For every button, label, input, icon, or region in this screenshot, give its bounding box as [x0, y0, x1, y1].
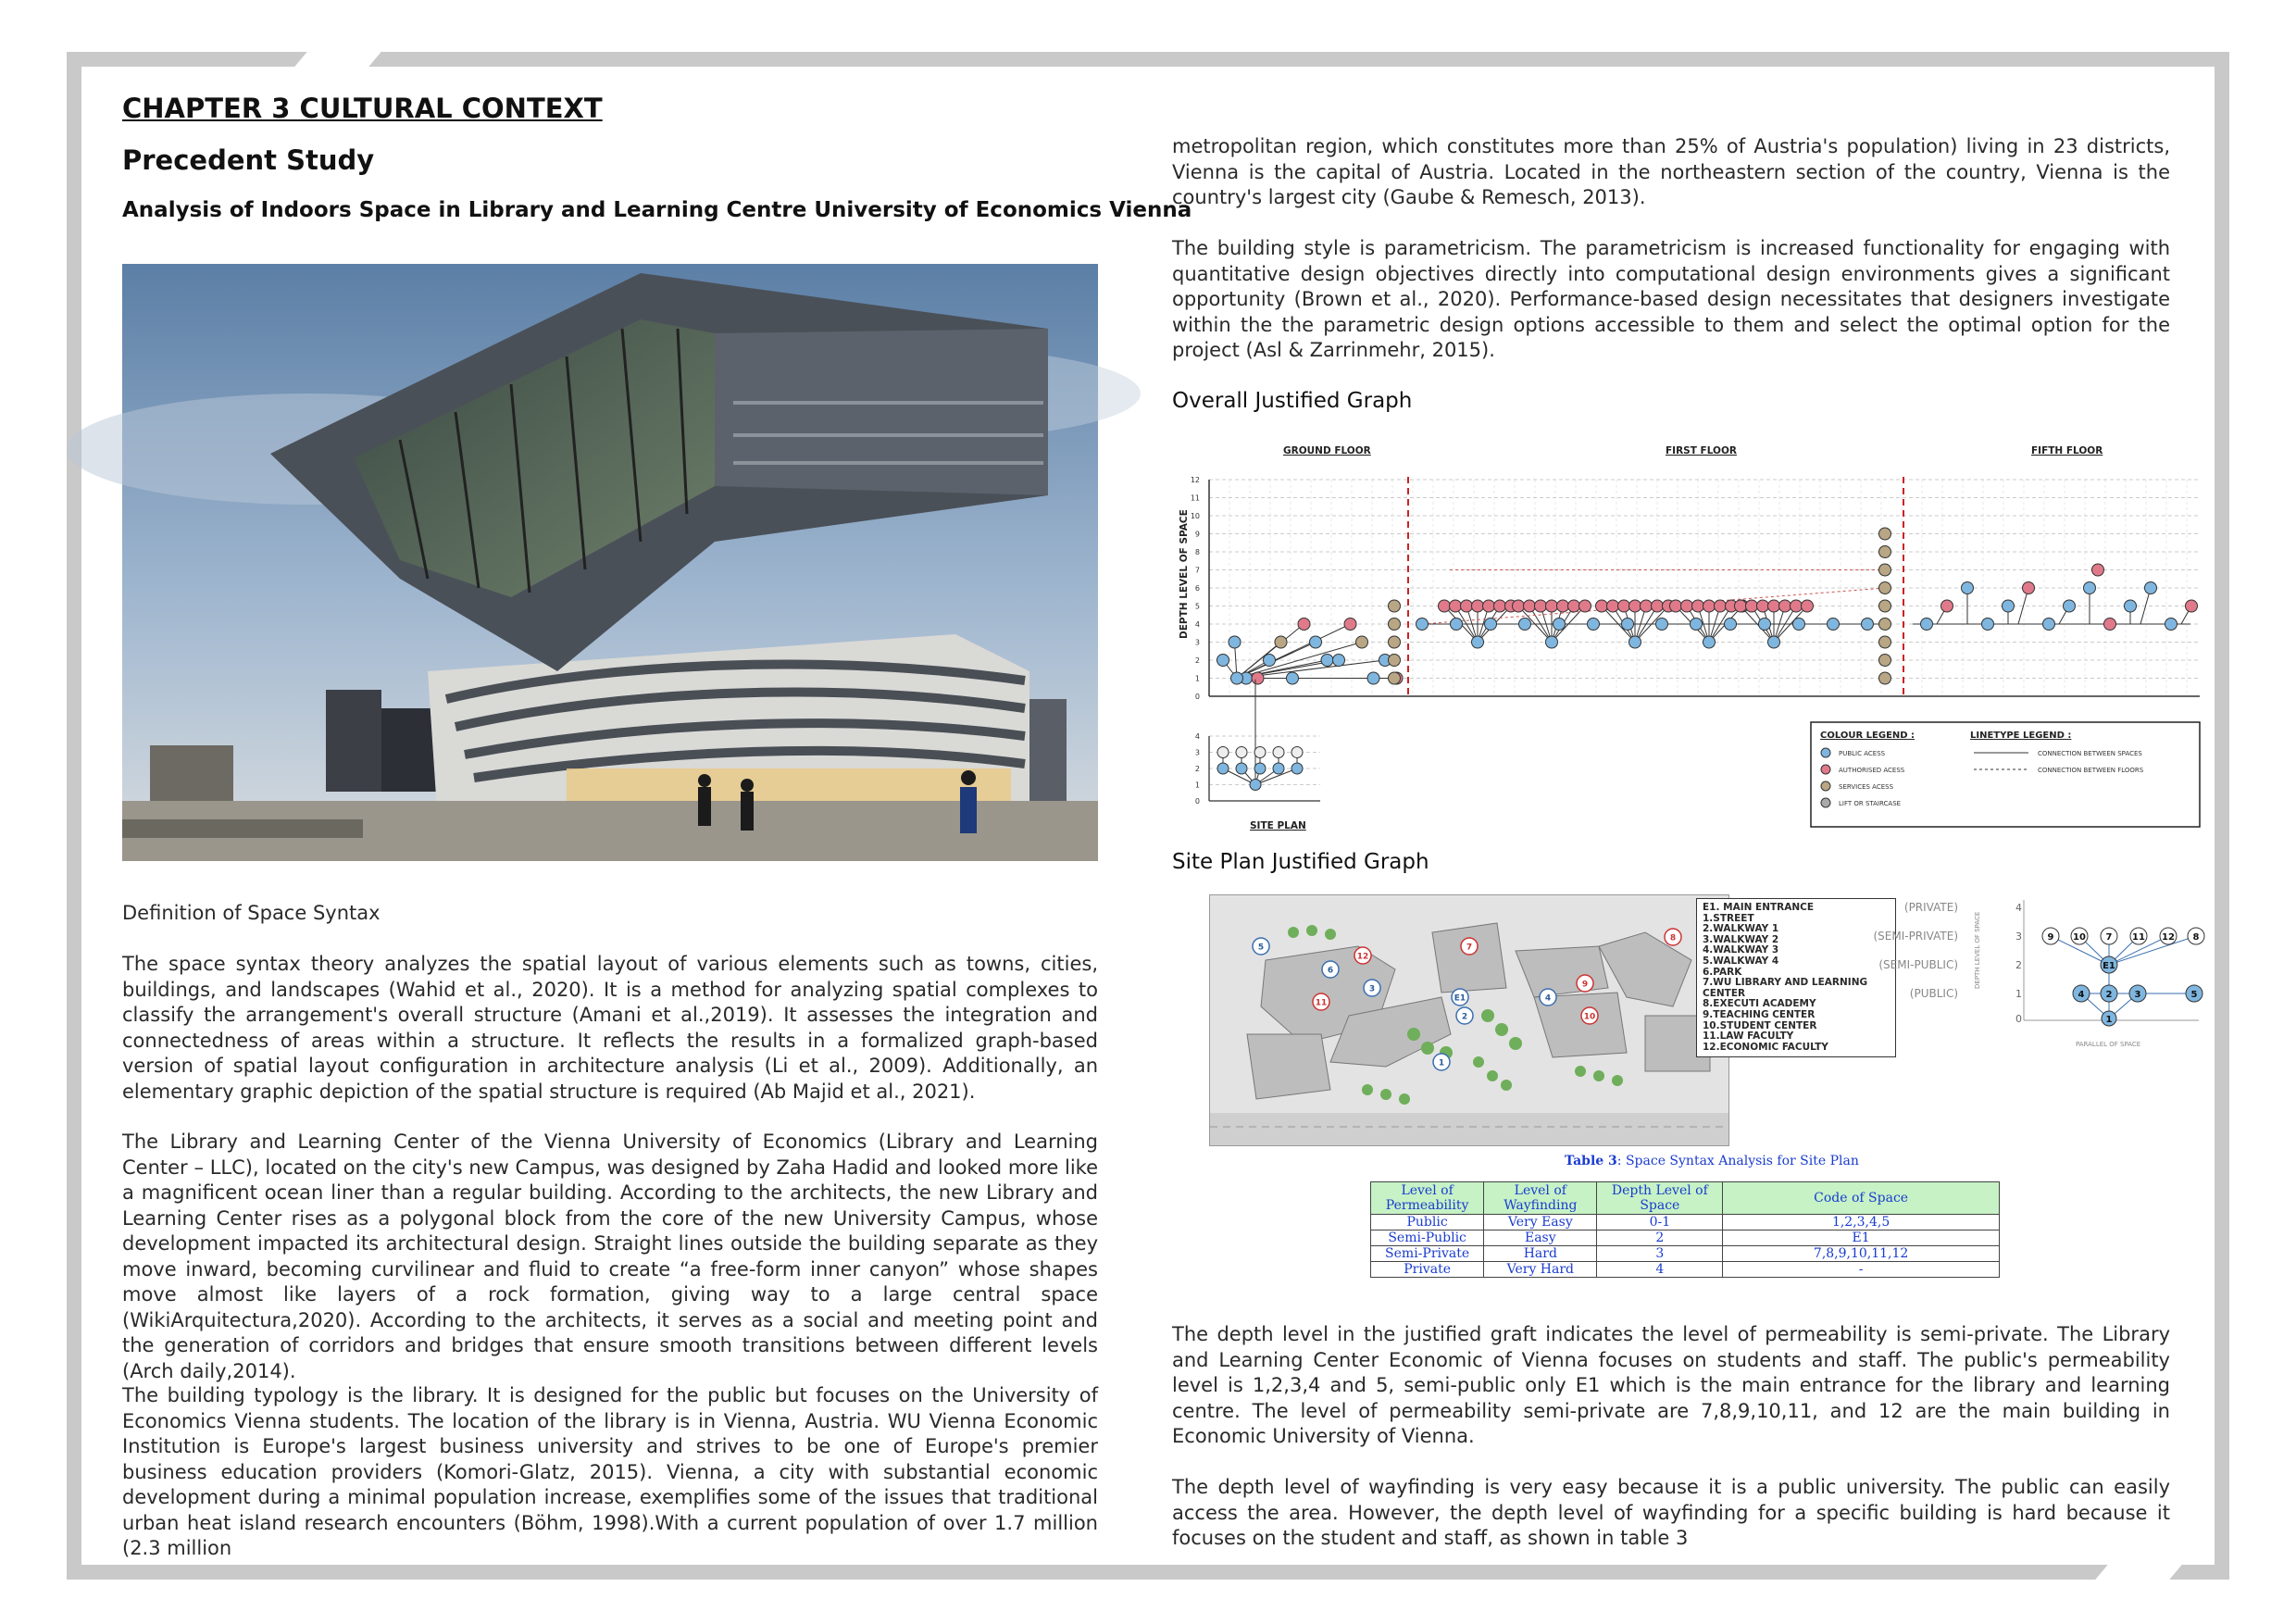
- graph-node: [1879, 655, 1891, 667]
- table-cell: Easy: [1484, 1230, 1597, 1246]
- small-node-label: 1: [2105, 1015, 2113, 1025]
- table-cell: 0-1: [1597, 1215, 1723, 1230]
- frame-right-border: [2215, 52, 2229, 1580]
- graph-node: [1554, 618, 1566, 631]
- graph-node: [1535, 600, 1547, 612]
- graph-node: [1921, 618, 1933, 631]
- graph-node: [1768, 636, 1780, 648]
- table-cell: 1,2,3,4,5: [1723, 1215, 2000, 1230]
- site-plan-legend-item: 3.WALKWAY 2: [1703, 933, 1779, 945]
- graph-node: [1494, 600, 1506, 612]
- graph-y-tick: 5: [1194, 602, 1200, 611]
- section-title: Precedent Study: [122, 144, 375, 176]
- map-marker-label: E1: [1454, 993, 1466, 1004]
- site-plan-legend-item: 9.TEACHING CENTER: [1703, 1008, 1816, 1020]
- graph-node: [1321, 655, 1333, 667]
- site-plan-legend-item: 12.ECONOMIC FACULTY: [1703, 1041, 1828, 1053]
- graph-node: [1389, 655, 1401, 667]
- depth-tick-4: 4: [2015, 902, 2022, 914]
- right-paragraph-3: The depth level in the justified graft indicates the level of permeability is semi-private. The Library and Learning Center Economic of Vienna focuses on students and staff. The public's permeability level is 1,2,3,4 and 5, semi-public only E1 which is the main entrance for the library and learning centre. The level of permeability semi-private are 7,8,9,10,11, and 12 are the main building in Economic University of Vienna.: [1172, 1323, 2170, 1447]
- site-plan-justified-graph: [1873, 896, 2203, 1054]
- table-row: [1371, 1215, 2000, 1230]
- level-semi-public-label: (SEMI-PUBLIC): [1878, 958, 1958, 971]
- site-node: [1254, 763, 1266, 774]
- frame-bottom-notch: [2095, 1565, 2181, 1580]
- table-cell: Very Easy: [1484, 1215, 1597, 1230]
- graph-node: [1568, 600, 1580, 612]
- graph-node: [1472, 636, 1484, 648]
- graph-node: [1519, 618, 1531, 631]
- site-plan-legend-item: 1.STREET: [1703, 912, 1754, 924]
- small-node-label: 8: [2192, 932, 2200, 943]
- graph-y-tick: 8: [1194, 548, 1200, 556]
- small-node-label: 10: [2073, 932, 2086, 943]
- frame-bottom-border: [67, 1565, 2229, 1580]
- site-node: [1236, 747, 1247, 758]
- graph-node: [1298, 618, 1310, 631]
- table-caption: [1565, 1154, 1859, 1168]
- table-cell: 2: [1597, 1230, 1723, 1246]
- map-marker-label: 10: [1583, 1012, 1596, 1022]
- graph-node: [1356, 636, 1368, 648]
- graph-node: [1287, 672, 1299, 684]
- small-node-label: E1: [2103, 961, 2115, 971]
- map-marker-label: 4: [1544, 993, 1552, 1004]
- site-plan-legend-item: 10.STUDENT CENTER: [1703, 1019, 1817, 1031]
- graph-node: [2064, 600, 2076, 612]
- graph-node: [1450, 600, 1462, 612]
- graph-node: [1879, 582, 1891, 594]
- site-node: [1273, 763, 1284, 774]
- table-cell: Semi-Public: [1371, 1230, 1484, 1246]
- graph-node: [1681, 600, 1693, 612]
- graph-node: [1735, 600, 1747, 612]
- site-plan-y-ticks: [1195, 732, 1200, 806]
- frame-top-border: [67, 52, 2229, 67]
- graph-node: [1622, 618, 1634, 631]
- graph-node: [1715, 600, 1727, 612]
- subsection-title: Analysis of Indoors Space in Library and Learning Centre University of Economics Vienna: [122, 198, 1192, 222]
- site-node: [1236, 763, 1247, 774]
- site-plan-legend-list: [1703, 903, 1890, 1053]
- depth-tick-1: 1: [2015, 988, 2022, 1000]
- graph-node: [1472, 600, 1484, 612]
- small-node-label: 12: [2162, 932, 2175, 943]
- graph-node: [1670, 600, 1682, 612]
- graph-y-tick: 9: [1194, 530, 1200, 539]
- graph-node: [1879, 618, 1891, 631]
- small-graph-ylabel: DEPTH LEVEL OF SPACE: [1974, 911, 1981, 989]
- legend-connection-floors: CONNECTION BETWEEN FLOORS: [2038, 767, 2144, 774]
- chapter-title: CHAPTER 3 CULTURAL CONTEXT: [122, 93, 603, 124]
- table-header-permeability: Level of Permeability: [1371, 1182, 1484, 1215]
- graph-node: [1264, 655, 1276, 667]
- table-cell: 4: [1597, 1262, 1723, 1278]
- graph-node: [2043, 618, 2055, 631]
- site-y-tick: 4: [1194, 732, 1200, 741]
- table-row: [1371, 1230, 2000, 1246]
- legend-services-swatch: [1821, 781, 1830, 791]
- graph-node: [1524, 600, 1536, 612]
- graph-node: [1588, 618, 1600, 631]
- legend-authorised: AUTHORISED ACESS: [1839, 767, 1905, 774]
- map-marker-label: 3: [1368, 984, 1376, 994]
- table-cell: Private: [1371, 1262, 1484, 1278]
- graph-node: [2104, 618, 2116, 631]
- floor-label-fifth: FIFTH FLOOR: [2031, 445, 2103, 456]
- table-cell: Public: [1371, 1215, 1484, 1230]
- site-node: [1217, 763, 1229, 774]
- graph-node: [1513, 600, 1525, 612]
- small-node-label: 3: [2134, 990, 2141, 1000]
- small-graph-edges: [2051, 936, 2196, 1018]
- graph-node: [1629, 636, 1641, 648]
- graph-y-tick: 7: [1194, 566, 1200, 575]
- site-plan-label: SITE PLAN: [1250, 820, 1306, 831]
- site-plan-legend-item: 8.EXECUTI ACADEMY: [1703, 998, 1816, 1010]
- graph-node: [1389, 600, 1401, 612]
- table-cell: 7,8,9,10,11,12: [1723, 1246, 2000, 1262]
- graph-node: [1828, 618, 1840, 631]
- site-y-tick: 0: [1194, 797, 1200, 806]
- map-marker-label: 8: [1669, 933, 1677, 943]
- site-plan-legend: [1696, 898, 1896, 1057]
- legend-services: SERVICES ACESS: [1839, 783, 1894, 791]
- graph-nodes: [1217, 528, 2198, 684]
- graph-node: [2092, 564, 2104, 576]
- graph-y-tick: 4: [1194, 620, 1200, 629]
- map-marker-label: 5: [1257, 943, 1265, 953]
- level-private-label: (PRIVATE): [1903, 901, 1958, 914]
- graph-node: [1439, 600, 1451, 612]
- graph-y-tick: 10: [1190, 512, 1200, 520]
- table-header-code: Code of Space: [1723, 1182, 2000, 1215]
- graph-y-tick: 6: [1194, 584, 1200, 593]
- graph-node: [1652, 600, 1664, 612]
- site-plan-legend-item: 11.LAW FACULTY: [1703, 1031, 1794, 1043]
- graph-ylabel: DEPTH LEVEL OF SPACE: [1179, 509, 1190, 639]
- graph-node: [1451, 618, 1463, 631]
- graph-y-ticks: [1191, 476, 1200, 701]
- space-syntax-table: [1370, 1181, 2000, 1278]
- graph-node: [1618, 600, 1630, 612]
- map-marker-label: 6: [1327, 966, 1334, 976]
- graph-node: [1941, 600, 1953, 612]
- graph-y-tick: 2: [1194, 656, 1200, 665]
- small-node-label: 4: [2078, 990, 2085, 1000]
- graph-y-tick: 3: [1194, 638, 1200, 647]
- site-plan-legend-item: 6.PARK: [1703, 966, 1742, 978]
- overall-justified-graph: [1172, 435, 2203, 833]
- depth-tick-2: 2: [2015, 959, 2022, 971]
- graph-node: [1757, 600, 1769, 612]
- right-paragraph-1: metropolitan region, which constitutes more than 25% of Austria's population) living in 23 districts, Vienna is the capital of Austria. Located in the northeastern section of the country, Vienna is the country's largest city (Gaube & Remesch, 2013).: [1172, 135, 2170, 208]
- graph-node: [1252, 672, 1264, 684]
- graph-y-tick: 11: [1190, 493, 1200, 503]
- left-paragraph-3: The building typology is the library. It is designed for the public but focuses on the University of Economics Vienna students. The location of the library is in Vienna, Austria. WU Vienna Economic Institution is Europe's largest business university and strives to be one of Europe's premier business education providers (Komori-Glatz, 2015). Vienna, a city with substantial economic development during a minimal population increase, exemplifies some of the issues that traditional urban heat island research encounters (Böhm, 1998).With a current population of over 1.7 million (2.3 million: [122, 1384, 1098, 1559]
- site-plan-legend-item: E1. MAIN ENTRANCE: [1703, 902, 1815, 913]
- map-marker-label: 9: [1581, 980, 1589, 990]
- table-cell: Hard: [1484, 1246, 1597, 1262]
- floor-label-first: FIRST FLOOR: [1666, 445, 1737, 456]
- graph-node: [1879, 672, 1891, 684]
- graph-node: [1344, 618, 1356, 631]
- table-cell: 3: [1597, 1246, 1723, 1262]
- graph-node: [1579, 600, 1591, 612]
- graph-node: [1879, 546, 1891, 558]
- site-node: [1292, 747, 1303, 758]
- graph-node: [1656, 618, 1668, 631]
- small-node-label: 2: [2105, 990, 2113, 1000]
- depth-tick-3: 3: [2015, 931, 2022, 943]
- graph-node: [1229, 636, 1241, 648]
- level-semi-private-label: (SEMI-PRIVATE): [1873, 930, 1958, 943]
- site-y-tick: 1: [1194, 781, 1200, 790]
- table-caption-number: Table 3: [1565, 1154, 1617, 1168]
- graph-node: [1485, 618, 1497, 631]
- legend-lift-swatch: [1821, 798, 1830, 807]
- linetype-legend-title: LINETYPE LEGEND :: [1970, 731, 2072, 741]
- graph-node: [1641, 600, 1653, 612]
- graph-node: [1982, 618, 1994, 631]
- map-marker-label: 12: [1356, 952, 1369, 962]
- graph-node: [1879, 564, 1891, 576]
- graph-node: [1629, 600, 1641, 612]
- graph-node: [1367, 672, 1379, 684]
- graph-node: [1217, 655, 1229, 667]
- table-row: [1371, 1246, 2000, 1262]
- site-plan-legend-item: 4.WALKWAY 3: [1703, 944, 1779, 956]
- graph-node: [1483, 600, 1495, 612]
- graph-node: [1416, 618, 1429, 631]
- graph-node: [2084, 582, 2096, 594]
- graph-node: [1746, 600, 1758, 612]
- graph-node: [1791, 600, 1803, 612]
- graph-node: [1779, 600, 1791, 612]
- graph-node: [1802, 600, 1814, 612]
- site-node: [1217, 747, 1229, 758]
- site-node: [1254, 747, 1266, 758]
- graph-node: [1793, 618, 1805, 631]
- legend-authorised-swatch: [1821, 765, 1830, 774]
- graph-node: [1231, 672, 1243, 684]
- site-plan-legend-item: 5.WALKWAY 4: [1703, 955, 1779, 967]
- graph-node: [1461, 600, 1473, 612]
- graph-node: [1691, 618, 1703, 631]
- table-caption-text: : Space Syntax Analysis for Site Plan: [1616, 1154, 1859, 1168]
- small-graph-xlabel: PARALLEL OF SPACE: [2076, 1041, 2141, 1048]
- small-node-label: 7: [2105, 932, 2113, 943]
- graph-y-tick: 0: [1194, 693, 1200, 701]
- graph-node: [1962, 582, 1974, 594]
- graph-node: [1725, 618, 1737, 631]
- map-marker-label: 1: [1438, 1058, 1445, 1068]
- graph-node: [1759, 618, 1771, 631]
- small-node-label: 5: [2190, 990, 2198, 1000]
- frame-top-notch: [294, 52, 381, 67]
- right-paragraph-2: The building style is parametricism. The parametricism is increased functionality for engaging with quantitative design objectives directly into computational design environments gives a significant opportunity (Brown et al., 2020). Performance-based design necessitates that designers investigate within the the parametric design options accessible to them and select the optimal option for the project (Asl & Zarrinmehr, 2015).: [1172, 237, 2170, 361]
- graph-node: [1275, 636, 1287, 648]
- table-row: [1371, 1262, 2000, 1278]
- depth-tick-0: 0: [2015, 1013, 2022, 1025]
- floor-label-ground: GROUND FLOOR: [1283, 445, 1371, 456]
- site-plan-map: [1209, 894, 1729, 1146]
- legend-lift: LIFT OR STAIRCASE: [1839, 800, 1902, 807]
- graph-node: [1879, 600, 1891, 612]
- graph-node: [1607, 600, 1619, 612]
- site-node: [1292, 763, 1303, 774]
- site-y-tick: 3: [1194, 748, 1200, 757]
- graph-y-tick: 12: [1190, 476, 1200, 484]
- graph-node: [2165, 618, 2177, 631]
- graph-node: [1596, 600, 1608, 612]
- graph-node: [1879, 636, 1891, 648]
- graph-node: [2186, 600, 2198, 612]
- graph-node: [1703, 636, 1716, 648]
- building-photo: [122, 264, 1098, 861]
- level-public-label: (PUBLIC): [1909, 987, 1958, 1000]
- graph-node: [1879, 528, 1891, 540]
- small-edge: [2109, 936, 2196, 965]
- site-node: [1273, 747, 1284, 758]
- site-node: [1250, 780, 1261, 791]
- small-graph-nodes: [2042, 928, 2204, 1026]
- map-marker-label: 2: [1461, 1012, 1468, 1022]
- legend-public: PUBLIC ACESS: [1839, 750, 1886, 757]
- overall-graph-heading: Overall Justified Graph: [1172, 389, 1413, 413]
- graph-node: [1389, 636, 1401, 648]
- site-y-tick: 2: [1194, 765, 1200, 773]
- map-marker-label: 7: [1466, 943, 1473, 953]
- table-header-wayfinding: Level of Wayfinding: [1484, 1182, 1597, 1215]
- graph-node: [1333, 655, 1345, 667]
- map-marker-label: 11: [1315, 998, 1328, 1008]
- site-plan-legend-item: 7.WU LIBRARY AND LEARNING CENTER: [1703, 977, 1868, 999]
- small-node-label: 9: [2047, 932, 2054, 943]
- left-paragraph-2: The Library and Learning Center of the Vienna University of Economics (Library and Learning Center – LLC), located on the city's new Campus, was designed by Zaha Hadid and looked more like a magnificent ocean liner than a regular building. According to the architects, the new Library and Learning Center rises as a polygonal block from the core of the new University Campus, whose development impacted its architectural design. Straight lines outside the building separate as they move inward, becoming curvilinear and fluid to create “a free-form inner canyon” whose shapes move almost like layers of a rock formation, giving way to a large central space (WikiArquitectura,2020). According to the architects, it serves as a social and meeting point and the generation of corridors and bridges that ensure smooth transitions between different levels (Arch daily,2014).: [122, 1131, 1098, 1382]
- right-paragraph-4: The depth level of wayfinding is very easy because it is a public university. The public can easily access the area. However, the depth level of wayfinding for a specific building is hard because it focuses on the student and staff, as shown in table 3: [1172, 1476, 2170, 1549]
- graph-node: [1389, 618, 1401, 631]
- table-cell: Semi-Private: [1371, 1246, 1484, 1262]
- graph-node: [1546, 600, 1558, 612]
- legend-connection-spaces: CONNECTION BETWEEN SPACES: [2038, 750, 2142, 757]
- graph-node: [1703, 600, 1716, 612]
- graph-node: [1310, 636, 1322, 648]
- graph-node: [1692, 600, 1704, 612]
- graph-node: [2145, 582, 2157, 594]
- table-cell: -: [1723, 1262, 2000, 1278]
- graph-node: [1546, 636, 1558, 648]
- site-plan-legend-item: 2.WALKWAY 1: [1703, 923, 1779, 935]
- graph-node: [2125, 600, 2137, 612]
- table-header-row: [1371, 1182, 2000, 1215]
- graph-node: [1768, 600, 1780, 612]
- table-cell: E1: [1723, 1230, 2000, 1246]
- left-paragraph-1: The space syntax theory analyzes the spatial layout of various elements such as towns, cities, buildings, and landscapes (Wahid et al., 2020). It is a method for analyzing spatial complexes to classify the arrangement's overall structure (Amani et al.,2019). It assesses the integration and connectedness of areas within a structure. It reflects the results in a formalized graph-based version of spatial layout configuration in architecture analysis (Li et al., 2009). Additionally, an elementary graphic depiction of the spatial structure is required (Ab Majid et al., 2021).: [122, 953, 1098, 1103]
- legend-public-swatch: [1821, 748, 1830, 757]
- small-node-label: 11: [2132, 932, 2145, 943]
- site-plan-graph-heading: Site Plan Justified Graph: [1172, 850, 1429, 874]
- graph-node: [2023, 582, 2035, 594]
- graph-node: [1862, 618, 1874, 631]
- graph-node: [1557, 600, 1569, 612]
- frame-left-border: [67, 52, 81, 1580]
- graph-y-tick: 1: [1194, 674, 1200, 683]
- graph-node: [1389, 672, 1401, 684]
- definition-heading: Definition of Space Syntax: [122, 902, 381, 924]
- table-cell: Very Hard: [1484, 1262, 1597, 1278]
- table-header-depth: Depth Level of Space: [1597, 1182, 1723, 1215]
- graph-node: [2003, 600, 2015, 612]
- colour-legend-title: COLOUR LEGEND :: [1820, 731, 1915, 741]
